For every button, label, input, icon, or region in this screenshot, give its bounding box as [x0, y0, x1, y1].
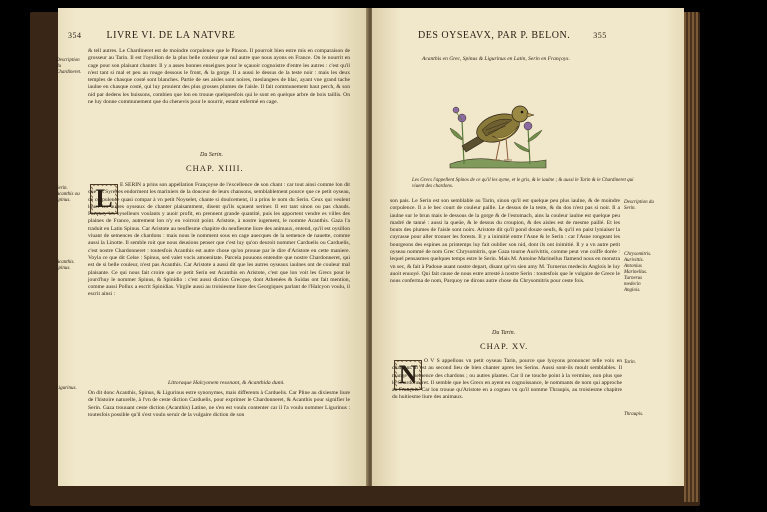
serin-bird-woodcut-illustration	[442, 80, 552, 175]
margin-note-acanthis: Acanthis. Spinus.	[56, 260, 75, 271]
chapter-heading-xiiii: CHAP. XIIII.	[186, 163, 244, 173]
closing-paragraph: On dit donc Acanthis, Spinus, & Ligurinus estre synonymes, mais differents à Carduelis. Car Pline au dixiesme liure de l'histoire naturelle, à l'vn de ceste diction Carduelis, pour exprimer le Chardonneret, & Acanthis pour signifier le Serin. Gaza trouuant ceste diction (Acanthis) Latine, ne s'en est voulu contenter car il l'a voulu nommer Ligurinus : toutesfois possible qu'il s'est voulu seruir de la vulgaire diction de son	[88, 390, 350, 418]
thistle-leaf-3	[528, 130, 542, 142]
figure-title: Acanthis en Grec, Spinus & Ligurinus en Latin, Serin en Françoys.	[422, 56, 570, 62]
chapter-xv-text: O V S appellons vn petit oyseau Tarin, pource que lyoyons prononcer telle voix en chantant. Il est au second lieu de bien chanter apres les Serins. Aussi sont-ils moult semblables. Il mange la semence des chardons ; ou autres plantes. Car il ne touche point à la vermine, non plus que le Chardonneret. Il semble que les Grecs en ayent eu cognoissance, le nommants de nom qui approche au François. Car lon trouue qu'Aristote en a cogneu vn qu'il nomme Thraupis, au troisiesme chapitre du huitiesme liure des animaux.	[392, 358, 622, 401]
thistle-leaf-1	[450, 128, 462, 140]
bird-illustration-svg	[442, 80, 552, 175]
margin-note-chardineret: Description du Chardineret.	[56, 58, 82, 75]
right-page-header	[418, 30, 607, 41]
margin-note-description-serin: Description du Serin.	[624, 200, 654, 211]
thistle-flower-right	[524, 122, 532, 130]
dropcap-n: N	[394, 360, 422, 390]
left-page-header	[68, 30, 235, 41]
bird-eye	[521, 111, 524, 114]
section-subhead-serin: Du Serin.	[200, 152, 223, 158]
section-subhead-tarin: Du Tarin.	[492, 330, 516, 336]
margin-note-thraupis: Thraupis.	[624, 412, 644, 417]
thistle-stem-left	[462, 120, 464, 164]
margin-note-serin: Serin. Acanthis ou Spinus.	[56, 186, 80, 203]
book-edge-right	[684, 12, 698, 502]
left-running-head: LIVRE VI. DE LA NATVRE	[106, 30, 236, 41]
left-folio: 354	[68, 31, 82, 40]
serin-description-paragraph: son pais. Le Serin est son semblable au Tarin, sinon qu'il est quelque peu plus iaulne, & de moindre corpulence. Il a le bec court de couleur paille. Le dessus de la teste, & du dos n'est pas si noir. Il a iaulne sur le brun mais le dessous de la gorge & de l'estomach, ains la couleur iaulne est quelque peu madré de tanné : aussi la queüe, & le dessus du croupion, & des aisles est de mesme paillé. Et les bouts des plumes de l'aisle sont noirs. Aristote dit qu'il pond douze oeufs, & qu'il en paist lyniaiser la cuyrasse pour aller trouuer les forests. Il y a inimitié entre l'Asne & le Serin : car l'Asne rongeant les bourgeons des espines au printemps luy fait oublier son nid, dont ils ont inimitié. Il y a vn autre petit oyseau nommé de nom Grec Chrysomitris, que Gaza tourne Aurivittis, comme peut vne coiffe dorée : lequel pensasmes quelques temps estre le Serin. Mais M. Antoine Marinellus flamend nous en monstra vn sec, & fait à Padoue auant nostre depart, disant qu'vn sien amy M. Turnerus medecin Anglois le luy auoit enuoyé. Qui fait cause de nous estre arresté à nostre Serin : toutesfois que le vulgaire de Grece le nous conferma de nom, Parquoy ne dirons autre chose du Chrysomitris pour ceste fois.	[390, 198, 620, 285]
bird-head	[512, 106, 528, 122]
thistle-stem-right	[528, 128, 530, 164]
left-page	[58, 8, 368, 486]
bird-beak	[527, 113, 534, 117]
figure-caption: Les Grecs l'appellent Spinos de ce qu'il les ayme, et le gris, & le iaulne ; & aussi le Tarin & le Chardineret qui viuent des chardons.	[412, 178, 634, 189]
right-folio: 355	[593, 31, 607, 40]
virgil-verse: Littoraque Halcyonem resonant, & Acanthida dumi.	[168, 380, 285, 386]
margin-note-ligurinus: Ligurinus.	[56, 386, 77, 391]
right-running-head: DES OYSEAVX, PAR P. BELON.	[418, 30, 571, 41]
dropcap-l: L	[90, 184, 118, 214]
chapter-xiiii-text: E SERIN a prins son appellation Françoyse de l'excellence de son chant : car tout ainsi comme lon dit que les Syrenes endorment les mariniers de la douceur de leurs chansons, semblablement pource que ce petit oyseau, de corpulence quasi compar à vn petit Noyselet, chante si doulcement, il a prins le nom du Serin. Ceux qui veulent louer les autres oyseaux de chanter plaisamment, disent qu'ils sçauent seriner. Il est tant sinon ou pas chauds. Parquoy les oyselleurs voulants y auoir profit, en prennent grande quantité, puis les apportent vendre es villes des plaines de France, autrement lon n'y en voirroit point. Aristote, à nostre iugement, le nomme Acanthis. Gaza l'a traduit en Latin Spinus. Car Aristote au neuflesme chapitre du neufiesme liure des animaux, entend, qu'il est oysillon viuant de semences de chardons : mais nous le nomment sous en cage auecques de la semence de nauette, comme aussi la Linotte. Il semble roit que nous deusions penser que c'est luy qu'on deuroit nommer Carduelis ou Carduelis, c'est nostre Chardonneret : toutesfois Acanthis est autre chose qu'on prouue par le dire d'Aristote en cette maniere. Voyla ce que dit Celse : Spinus, sed valet vocis amoenitate. Parcela pouuons entendre que nostre Chardonneret, qui est de si belle couleur, n'est pas Acanthis. Car Aristote a aussi dit que les autres oyseaux iaulnes ont de couleur mal plaisante. Ce qui nous fait croire que ce petit Serin est Acanthis en Aristote, c'est que lon voit les Grecs pour le jourd'huy le nommer Spinus, & Spinidio : c'est aussi diction Grecque, dont Athenées & Suidas ont fait mention, comme aussi Pollux a escrit Spinidias. Virgile aussi au troisiesme liure des Georgiques parlant de l'Halcyon voulu, il escrit ainsi :	[88, 182, 350, 298]
thistle-flower-left	[458, 114, 466, 122]
intro-paragraph: & tell autres. Le Chardineret est de moindre corpulence que le Pinson. Il pourroit bien estre mis en comparaison de grosseur au Tarin. Il est l'oysillon de la plus belle couleur que nul autre que nous ayons en France. On le nourrit en cage pour son plaisant chanter. Il y a asses bonnes enseignes pour le sçauoir cognoistre d'entre les autres : c'est qu'il n'est tant si mal et peu au rouge dessous le front, & la gorge. Il a aussi le dessus de la teste noir : mais les deux temples de chasque costé sont blanches. Partie de ses aisles sont noires, meslangees de blac, ayant vne grand tache iaulne en chasque costé, qui luy prouient des plus grosses plumes de l'aisle. Il fait communement haut perch, & son nid par dedens les buissons, combien que lon en trouue quelquesfois qui le sont en quelque arbre de bois taillis. On ne luy donne communement que du chenevis pour le nourrir, estant enfermé en cage.	[88, 48, 350, 106]
margin-note-chrysomitris: Chrysomitris. Aurivittis. Antonius Marinellus. Turnerus medecin Anglois.	[624, 252, 652, 293]
margin-note-tarin: Tarin.	[624, 360, 636, 365]
chapter-heading-xv: CHAP. XV.	[480, 341, 529, 351]
thistle-leaf-4	[514, 142, 529, 152]
